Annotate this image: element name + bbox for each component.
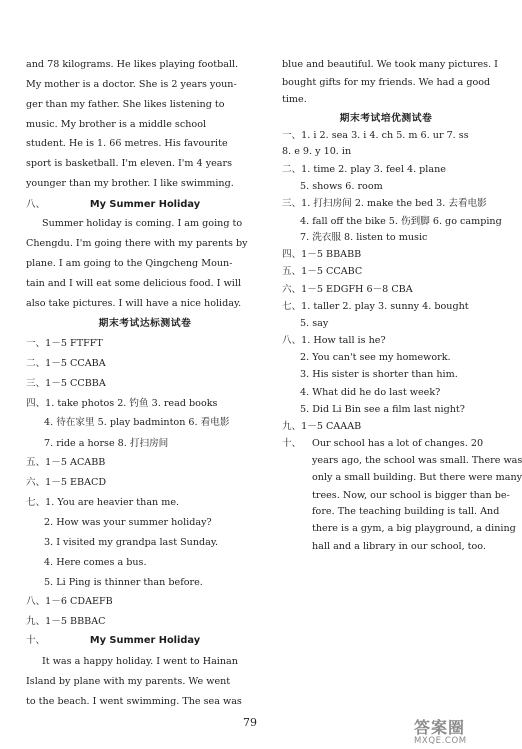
answer-text: Summer holiday is coming. I am going to <box>42 218 243 230</box>
right-column-line <box>282 114 490 124</box>
answer-text: music. My brother is a middle school <box>26 118 207 130</box>
left-column-line <box>26 259 264 269</box>
answer-text: 3. His sister is shorter than him. <box>300 369 458 381</box>
answer-text: 7. ride a horse 8. 打扫房间 <box>44 437 169 449</box>
right-column-line <box>282 267 490 277</box>
right-column-line <box>282 182 490 192</box>
left-column-line <box>26 558 264 568</box>
right-column-line <box>282 506 500 518</box>
left-column-line <box>26 439 264 449</box>
left-column-line <box>26 100 264 110</box>
section-label: 八、 <box>26 198 46 210</box>
left-column-line <box>26 60 264 70</box>
answer-text: 2. You can't see my homework. <box>300 352 451 364</box>
answer-text: 五、1－5 CCABC <box>282 266 363 278</box>
watermark-logo <box>414 720 498 748</box>
answer-text: blue and beautiful. We took many pictures. I <box>282 59 498 70</box>
answer-text: sport is basketball. I'm eleven. I'm 4 years <box>26 157 233 169</box>
left-column-line <box>26 478 264 488</box>
answer-text: Island by plane with my parents. We went <box>26 675 231 687</box>
answer-text: 五、1－5 ACABB <box>26 457 106 469</box>
right-column-line <box>282 78 490 88</box>
left-column-line <box>26 319 264 329</box>
left-column-line <box>26 458 264 468</box>
left-column-line <box>26 179 264 189</box>
answer-text: plane. I am going to the Qingcheng Moun- <box>26 257 233 269</box>
answer-text: 4. fall off the bike 5. 伤到脚 6. go camping <box>300 215 502 227</box>
left-column-line <box>26 636 264 646</box>
left-column-line <box>26 578 264 588</box>
section-title: My Summer Holiday <box>89 198 201 210</box>
test-title: 期末考试达标测试卷 <box>98 318 192 330</box>
answer-text: 2. How was your summer holiday? <box>44 516 212 528</box>
right-column-line <box>282 353 490 363</box>
right-column-line <box>282 422 490 432</box>
right-column-line <box>282 59 498 70</box>
test-title: 期末考试培优测试卷 <box>339 112 433 124</box>
right-column-line <box>282 147 490 157</box>
answer-text: 4. What did he do last week? <box>300 386 441 398</box>
answer-text: 八、1－6 CDAEFB <box>26 596 113 608</box>
answer-text: bought gifts for my friends. We had a good <box>282 76 491 88</box>
left-column-line <box>26 657 264 667</box>
right-column-line <box>282 489 510 501</box>
right-column-line <box>282 131 490 141</box>
left-column-line <box>26 339 264 349</box>
answer-text: 3. I visited my grandpa last Sunday. <box>44 536 219 548</box>
answer-text: 八、1. How tall is he? <box>282 335 386 347</box>
left-column-line <box>26 498 264 508</box>
right-column-line <box>282 285 490 295</box>
answer-text: and 78 kilograms. He likes playing football. <box>26 59 239 70</box>
left-column-line <box>26 279 264 289</box>
answer-text: It was a happy holiday. I went to Hainan <box>42 655 238 667</box>
answer-text: also take pictures. I will have a nice holiday. <box>26 297 242 309</box>
left-column-line <box>26 200 264 210</box>
answer-text: Chengdu. I'm going there with my parents by <box>26 238 248 250</box>
answer-text: My mother is a doctor. She is 2 years youn- <box>26 79 237 91</box>
right-column-line <box>282 336 490 346</box>
left-column-line <box>26 697 264 707</box>
left-column-line <box>26 418 264 428</box>
right-column-line <box>282 370 490 380</box>
answer-text: 三、1－5 CCBBA <box>26 377 106 389</box>
answer-text: 四、1－5 BBABB <box>282 249 362 261</box>
answer-text: there is a gym, a big playground, a dining <box>312 523 516 535</box>
right-column-line <box>282 319 490 329</box>
answer-text: time. <box>282 93 307 105</box>
answer-text: 六、1－5 EBACD <box>26 476 107 488</box>
right-column-line <box>282 439 490 449</box>
left-column-line <box>26 120 264 130</box>
right-column-line <box>282 233 490 243</box>
left-column-line <box>26 139 264 149</box>
left-column-line <box>26 359 264 369</box>
watermark-url: MXQE.COM <box>414 736 467 746</box>
answer-text: 四、1. take photos 2. 钓鱼 3. read books <box>26 397 218 409</box>
right-column-line <box>282 302 490 312</box>
right-column-line <box>282 95 490 105</box>
left-column-line <box>26 379 264 389</box>
answer-text: 九、1－5 CAAAB <box>282 421 362 433</box>
left-column-line <box>26 617 264 627</box>
section-label: 十、 <box>26 635 46 647</box>
answer-text: 5. shows 6. room <box>300 180 383 192</box>
answer-text: fore. The teaching building is tall. And <box>312 506 500 518</box>
answer-text: 一、1. i 2. sea 3. i 4. ch 5. m 6. ur 7. ss <box>282 129 469 141</box>
answer-text: tain and I will eat some delicious food. I will <box>26 278 242 290</box>
left-column-line <box>26 219 264 229</box>
right-column-line <box>282 215 502 227</box>
answer-text: 8. e 9. y 10. in <box>282 146 352 158</box>
answer-text: 4. Here comes a bus. <box>44 557 147 568</box>
left-column-line <box>26 399 264 409</box>
right-column-line <box>282 455 522 467</box>
answer-text: 5. say <box>300 317 329 329</box>
right-column-line <box>282 199 490 209</box>
answer-text: 5. Li Ping is thinner than before. <box>44 576 203 588</box>
answer-text: 4. 待在家里 5. play badminton 6. 看电影 <box>44 417 230 429</box>
answer-text: 六、1－5 EDGFH 6－8 CBA <box>282 283 413 295</box>
answer-text: trees. Now, our school is bigger than be- <box>312 489 510 501</box>
left-column-line <box>26 538 264 548</box>
answer-text: 二、1－5 CCABA <box>26 358 106 370</box>
answer-text: 九、1－5 BBBAC <box>26 615 106 627</box>
section-label: 十、 <box>282 438 302 450</box>
left-column-line <box>26 80 264 90</box>
answer-text: only a small building. But there were many <box>312 471 522 483</box>
left-column-line <box>26 677 264 687</box>
right-column-line <box>282 165 490 175</box>
left-column-line <box>26 239 264 249</box>
answer-text: to the beach. I went swimming. The sea was <box>26 696 242 707</box>
right-column-line <box>282 405 490 415</box>
right-column-line <box>282 388 490 398</box>
answer-text: 七、1. You are heavier than me. <box>26 497 180 509</box>
page-number: 79 <box>243 716 257 729</box>
left-column-line <box>26 518 264 528</box>
answer-text: 三、1. 打扫房间 2. make the bed 3. 去看电影 <box>282 197 487 209</box>
answer-text: student. He is 1. 66 metres. His favourite <box>26 138 228 150</box>
right-column-line <box>282 471 522 483</box>
answer-text: 7. 洗衣服 8. listen to music <box>300 232 428 244</box>
answer-text: 七、1. taller 2. play 3. sunny 4. bought <box>282 300 469 312</box>
answer-text: ger than my father. She likes listening to <box>26 99 225 111</box>
answer-text: 一、1－5 FTFFT <box>26 337 103 349</box>
left-column-line <box>26 159 264 169</box>
answer-text: Our school has a lot of changes. 20 <box>312 438 484 450</box>
right-column-line <box>282 542 490 552</box>
answer-text: younger than my brother. I like swimming. <box>26 178 234 190</box>
answer-text: 二、1. time 2. play 3. feel 4. plane <box>282 164 446 176</box>
watermark-mark: 答案圈 <box>414 718 466 737</box>
left-column-line <box>26 299 264 309</box>
right-column-line <box>282 250 490 260</box>
section-title: My Summer Holiday <box>89 635 201 647</box>
answer-text: hall and a library in our school, too. <box>312 541 486 552</box>
answer-text: years ago, the school was small. There was <box>312 455 522 467</box>
answer-text: 5. Did Li Bin see a film last night? <box>300 403 465 415</box>
left-column-line <box>26 597 264 607</box>
right-column-line <box>282 523 516 535</box>
